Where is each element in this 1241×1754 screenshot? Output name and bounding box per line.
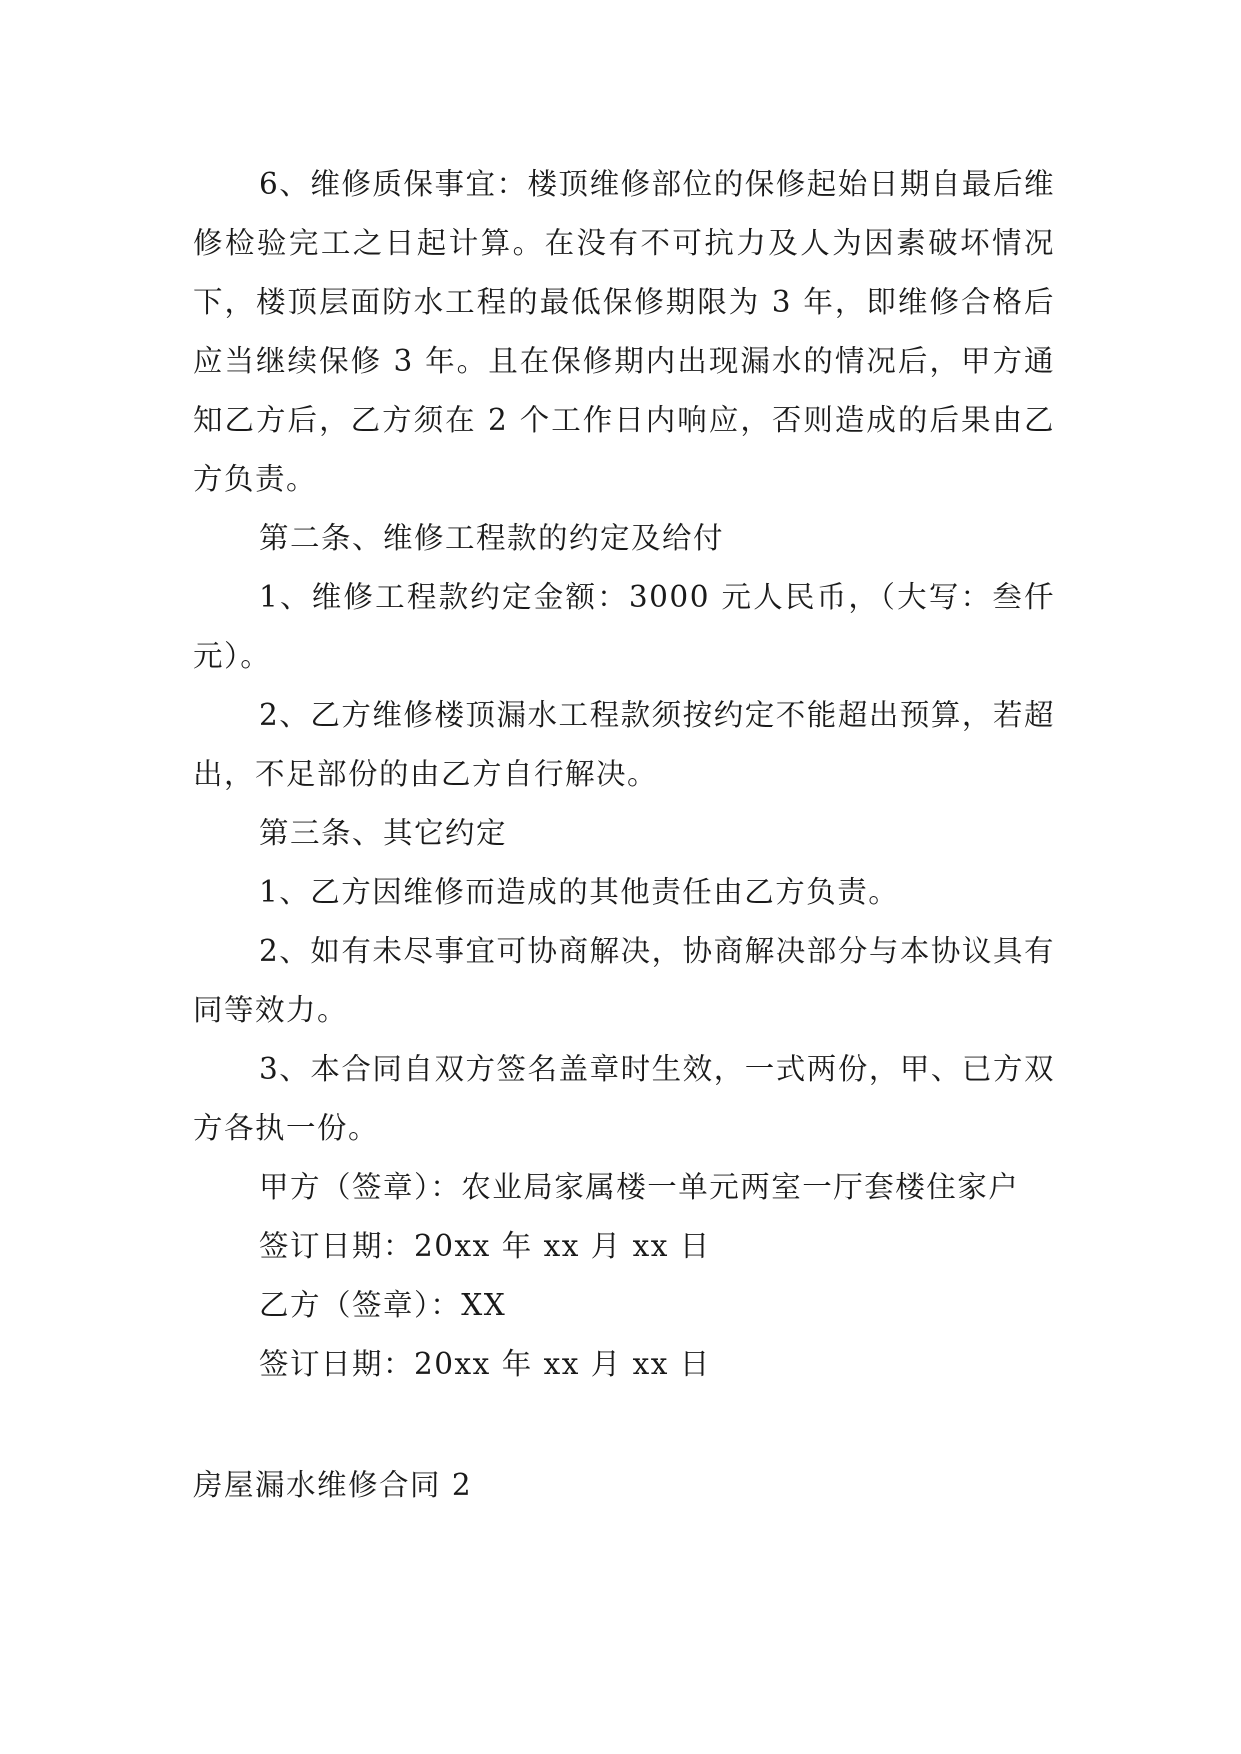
article-2-item-2: 2、乙方维修楼顶漏水工程款须按约定不能超出预算，若超出，不足部份的由乙方自行解决。 — [193, 698, 1055, 791]
party-b-signature: 乙方（签章）：XX — [259, 1288, 507, 1322]
document-page — [193, 155, 1055, 1515]
clause-6-warranty: 6、维修质保事宜：楼顶维修部位的保修起始日期自最后维修检验完工之日起计算。在没有不可抗力及人为因素破坏情况下，楼顶层面防水工程的最低保修期限为 3 年，即维修合格后应当继续保修 3 年。且在保修期内出现漏水的情况后，甲方通知乙方后，乙方须在 2 个工作日内响应，否则造成的后果由乙方负责。 — [193, 167, 1055, 496]
party-a-sign-date: 签订日期：20xx 年 xx 月 xx 日 — [259, 1229, 711, 1263]
section-gap — [193, 1394, 1055, 1456]
article-2-heading: 第二条、维修工程款的约定及给付 — [259, 521, 725, 555]
article-2-item-1: 1、维修工程款约定金额：3000 元人民币，（大写：叁仟元）。 — [193, 580, 1055, 673]
party-b-sign-date: 签订日期：20xx 年 xx 月 xx 日 — [259, 1347, 711, 1381]
next-contract-title: 房屋漏水维修合同 2 — [193, 1468, 473, 1502]
article-3-heading: 第三条、其它约定 — [259, 816, 508, 850]
article-3-item-1: 1、乙方因维修而造成的其他责任由乙方负责。 — [259, 875, 900, 909]
article-3-item-3: 3、本合同自双方签名盖章时生效，一式两份，甲、已方双方各执一份。 — [193, 1052, 1055, 1145]
article-3-item-2: 2、如有未尽事宜可协商解决，协商解决部分与本协议具有同等效力。 — [193, 934, 1055, 1027]
party-a-signature: 甲方（签章）：农业局家属楼一单元两室一厅套楼住家户 — [259, 1170, 1020, 1204]
